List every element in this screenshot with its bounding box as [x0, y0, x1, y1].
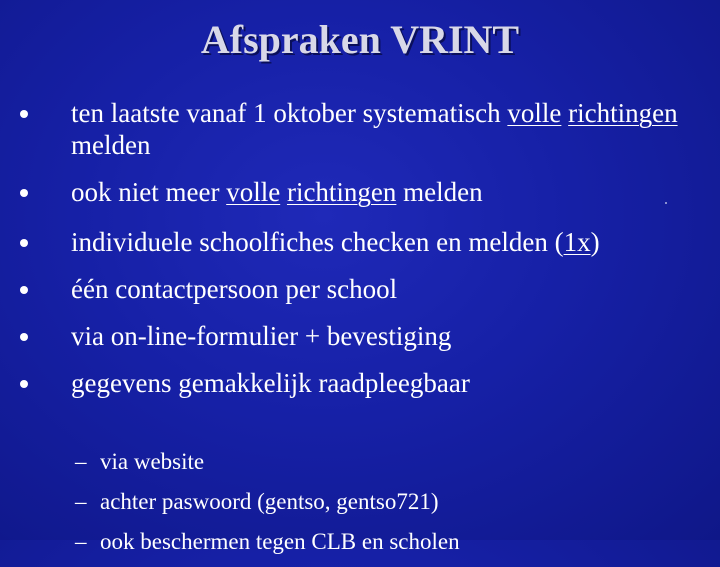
slide-title: Afspraken VRINT — [200, 17, 520, 62]
bullet-text: via on-line-formulier + bevestiging — [71, 321, 452, 351]
bullet-item: individuele schoolfiches checken en melden (1x) — [0, 226, 720, 258]
sub-bullet-item — [0, 447, 720, 477]
bullet-dot-icon — [20, 333, 28, 341]
sub-bullet-list — [0, 447, 720, 567]
sub-bullet-item — [0, 487, 720, 517]
sub-bullet-text: ook beschermen tegen CLB en scholen — [100, 529, 460, 554]
bullet-item: ten laatste vanaf 1 oktober systematisch volle richtingen melden — [0, 97, 720, 161]
bullet-item: ook niet meer volle richtingen melden — [0, 176, 720, 208]
bullet-text: ook niet meer — [71, 177, 227, 207]
bullet-dot-icon — [20, 286, 28, 294]
bullet-dot-icon — [20, 110, 28, 118]
bullet-dot-icon — [20, 380, 28, 388]
dash-marker: – — [75, 529, 87, 554]
dash-marker: – — [75, 449, 87, 474]
bullet-text: één contactpersoon per school — [71, 274, 398, 304]
underlined-term: richtingen — [568, 98, 678, 128]
bullet-item — [0, 320, 720, 352]
bullet-text: ten laatste vanaf 1 oktober systematisch — [71, 98, 508, 128]
decorative-speck — [665, 202, 667, 204]
bullet-item — [0, 367, 720, 399]
underlined-term: 1x — [563, 227, 591, 257]
underlined-term: richtingen — [286, 177, 397, 207]
underlined-term: volle — [226, 177, 281, 207]
sub-bullet-text: achter paswoord (gentso, gentso721) — [100, 489, 439, 514]
sub-bullet-text: via website — [100, 449, 205, 474]
bullet-dot-icon — [20, 239, 28, 247]
bullet-dot-icon — [20, 189, 28, 197]
bullet-text: individuele schoolfiches checken en melden — [71, 227, 555, 257]
bullet-list — [0, 97, 720, 414]
dash-marker: – — [75, 489, 87, 514]
sub-bullet-item — [0, 527, 720, 557]
underlined-term: volle — [507, 98, 562, 128]
bullet-text: gegevens gemakkelijk raadpleegbaar — [71, 368, 470, 398]
bullet-item — [0, 273, 720, 305]
